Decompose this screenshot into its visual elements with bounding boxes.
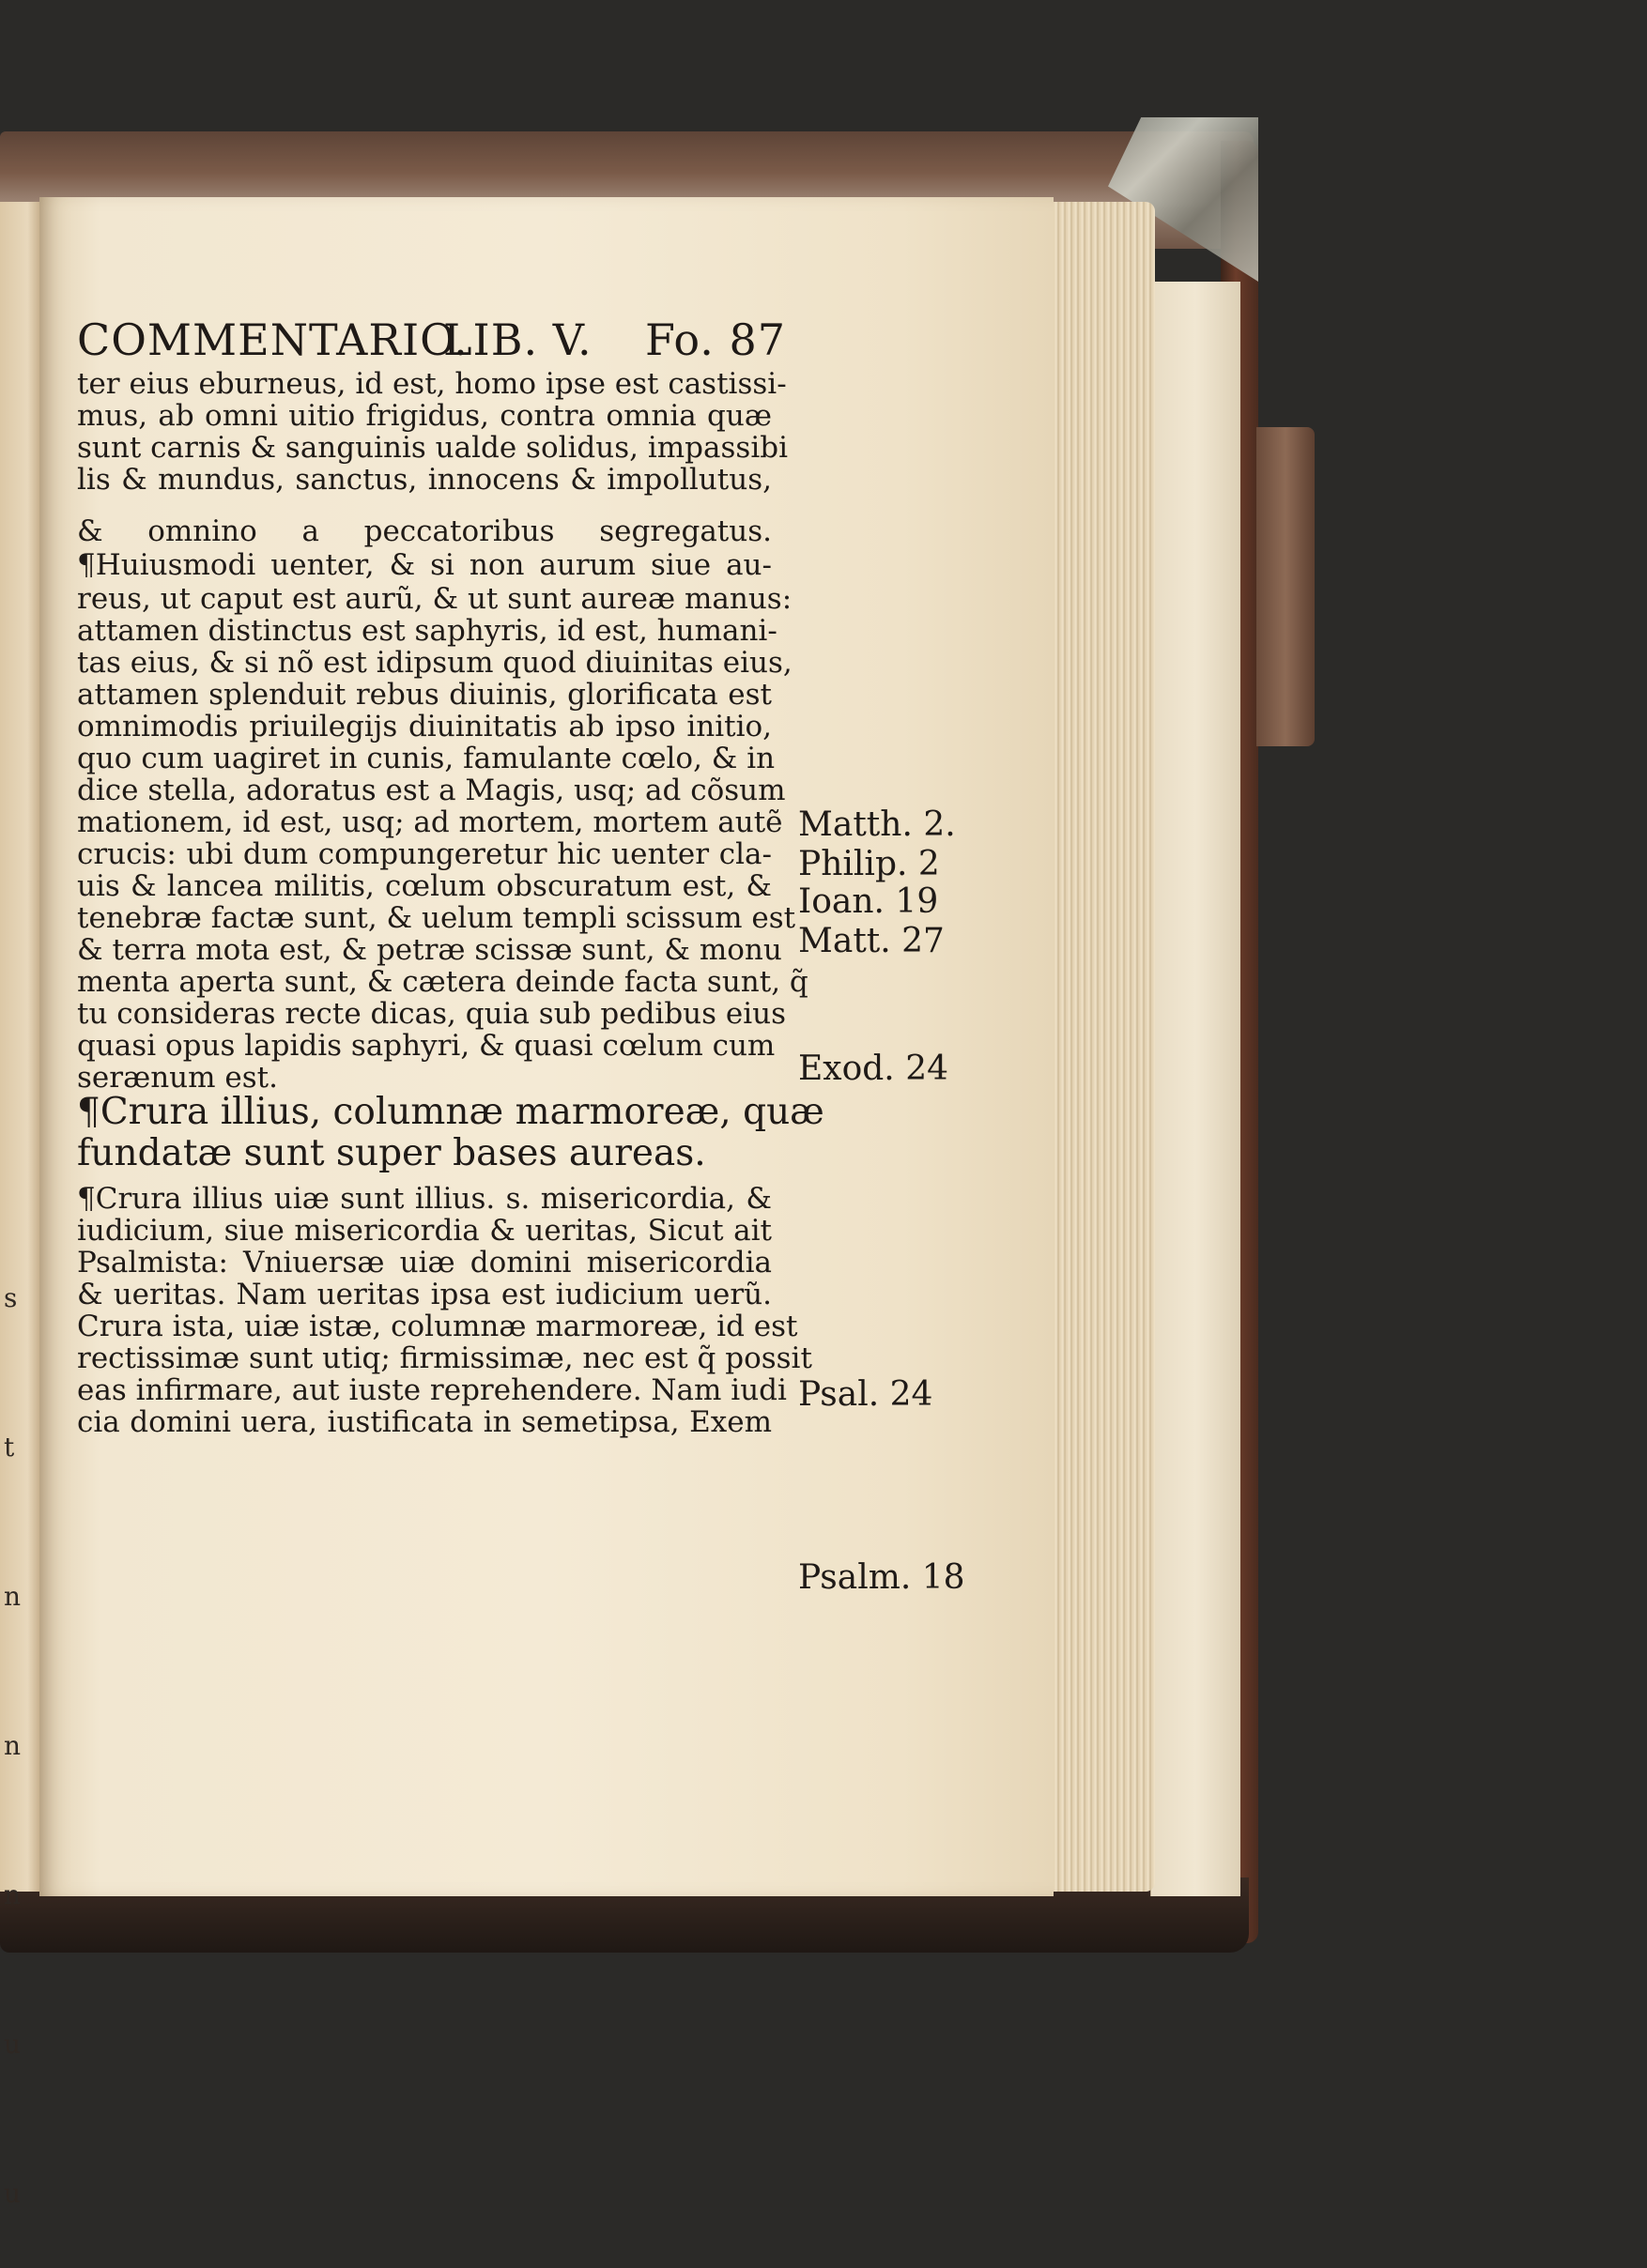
text-line: serænum est. bbox=[77, 1061, 278, 1095]
margin-note: Philip. 2 bbox=[798, 845, 940, 883]
text-line: & terra mota est, & petræ scissæ sunt, & monu bbox=[77, 933, 782, 967]
text-line: crucis: ubi dum compungeretur hic uenter cla- bbox=[77, 837, 772, 871]
text-line: cia domini uera, iustificata in semetipsa, Exem bbox=[77, 1405, 772, 1439]
text-line: attamen distinctus est saphyris, id est, humani- bbox=[77, 614, 777, 648]
text-line: omnimodis priuilegijs diuinitatis ab ipso initio, bbox=[77, 710, 772, 743]
text-line: rectissimæ sunt utiq; firmissimæ, nec est q̃ possit bbox=[77, 1341, 812, 1375]
left-mark: t bbox=[4, 1432, 15, 1463]
left-mark: n bbox=[4, 1879, 22, 1910]
text-line: quasi opus lapidis saphyri, & quasi cœlum cum bbox=[77, 1029, 776, 1063]
text-line: tas eius, & si nõ est idipsum quod diuinitas eius, bbox=[77, 646, 793, 680]
page-edges bbox=[1047, 202, 1155, 1892]
section-heading-line: ¶Crura illius, columnæ marmoreæ, quæ bbox=[77, 1091, 824, 1133]
leather-tab bbox=[1256, 427, 1315, 746]
text-line: ¶Crura illius uiæ sunt illius. s. misericordia, & bbox=[77, 1182, 772, 1216]
running-head-title: COMMENTARIO. bbox=[77, 314, 469, 365]
left-mark: n bbox=[4, 1730, 22, 1761]
running-head-book: LIB. V. bbox=[443, 314, 593, 365]
text-line: uis & lancea militis, cœlum obscuratum est, & bbox=[77, 869, 772, 903]
text-line: mus, ab omni uitio frigidus, contra omnia quæ bbox=[77, 399, 772, 433]
text-line: ter eius eburneus, id est, homo ipse est castissi- bbox=[77, 367, 787, 401]
margin-note: Psal. 24 bbox=[798, 1375, 933, 1414]
section-heading-line: fundatæ sunt super bases aureas. bbox=[77, 1132, 706, 1174]
folio-number: Fo. 87 bbox=[645, 314, 787, 365]
running-head bbox=[77, 314, 787, 371]
text-line: quo cum uagiret in cunis, famulante cœlo, & in bbox=[77, 742, 776, 775]
text-line: ¶Huiusmodi uenter, & si non aurum siue au- bbox=[77, 548, 772, 582]
margin-note: Exod. 24 bbox=[798, 1050, 948, 1088]
left-mark: u bbox=[4, 2178, 22, 2209]
margin-note: Matth. 2. bbox=[798, 805, 956, 844]
text-line: & omnino a peccatoribus segregatus. bbox=[77, 514, 772, 548]
text-line: lis & mundus, sanctus, innocens & impollutus, bbox=[77, 463, 772, 497]
text-line: Psalmista: Vniuersæ uiæ domini misericordia bbox=[77, 1246, 772, 1280]
left-mark: n bbox=[4, 1581, 22, 1612]
left-page-marks bbox=[4, 1173, 28, 2268]
left-mark: s bbox=[4, 1282, 18, 1313]
text-line: & ueritas. Nam ueritas ipsa est iudicium uerũ. bbox=[77, 1278, 772, 1311]
text-line: tu consideras recte dicas, quia sub pedibus eius bbox=[77, 997, 787, 1031]
text-line: menta aperta sunt, & cætera deinde facta sunt, q̃ bbox=[77, 965, 808, 999]
text-line: attamen splenduit rebus diuinis, glorificata est bbox=[77, 678, 772, 712]
text-line: Crura ista, uiæ istæ, columnæ marmoreæ, id est bbox=[77, 1310, 798, 1343]
text-line: mationem, id est, usq; ad mortem, mortem autẽ bbox=[77, 805, 783, 839]
text-line: dice stella, adoratus est a Magis, usq; ad cõsum bbox=[77, 774, 786, 807]
text-line: eas infirmare, aut iuste reprehendere. Nam iudi bbox=[77, 1373, 787, 1407]
margin-note: Psalm. 18 bbox=[798, 1558, 965, 1597]
text-line: iudicium, siue misericordia & ueritas, Sicut ait bbox=[77, 1214, 772, 1248]
margin-note: Ioan. 19 bbox=[798, 882, 939, 921]
flyleaf bbox=[1150, 282, 1240, 1896]
text-line: reus, ut caput est aurũ, & ut sunt aureæ manus: bbox=[77, 582, 793, 616]
margin-note: Matt. 27 bbox=[798, 922, 945, 960]
left-mark: u bbox=[4, 2029, 22, 2060]
text-line: tenebræ factæ sunt, & uelum templi scissum est bbox=[77, 901, 796, 935]
text-line: sunt carnis & sanguinis ualde solidus, impassibi bbox=[77, 431, 788, 465]
